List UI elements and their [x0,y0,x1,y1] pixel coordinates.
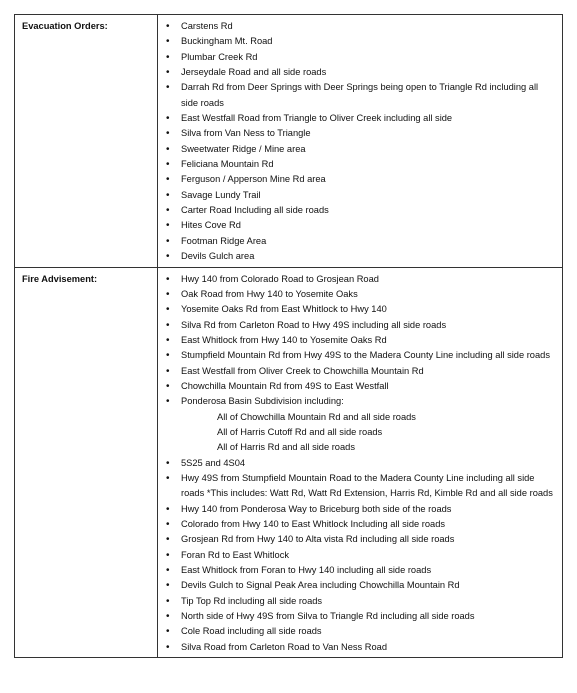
list-item [158,609,556,624]
list-item [158,594,556,609]
list-item [158,50,556,65]
list-item-text: Devils Gulch to Signal Peak Area including Chowchilla Mountain Rd [181,580,460,591]
list-item-text: Colorado from Hwy 140 to East Whitlock Including all side roads [181,519,446,529]
list-item [158,348,556,363]
list-item [158,624,556,639]
list-item-text: Hwy 140 from Colorado Road to Grosjean Road [181,273,379,284]
list-item [158,471,556,502]
list-item [158,157,556,172]
bullet-icon: • [166,503,170,515]
bullet-icon: • [166,21,170,32]
list-item [158,532,556,547]
list-item-text: Jerseydale Road and all side roads [181,67,327,78]
evacuation-orders-list-cell [158,15,563,268]
list-item-text: Footman Ridge Area [181,235,267,246]
list-item-text: Feliciana Mountain Rd [181,159,274,170]
bullet-icon: • [166,396,170,408]
bullet-icon: • [166,159,170,171]
fire-advisement-label-cell [15,267,158,658]
list-item-text: Grosjean Rd from Hwy 140 to Alta vista Rd including all side roads [181,534,455,545]
list-item [158,19,556,34]
fire-advisement-row [15,267,563,658]
bullet-icon: • [166,205,170,217]
bullet-icon: • [166,319,170,331]
evacuation-orders-label-cell [15,15,158,268]
bullet-icon: • [166,534,170,546]
list-item-text: Foran Rd to East Whitlock [181,549,289,560]
list-item-text: East Whitlock from Hwy 140 to Yosemite Oaks Rd [181,334,387,345]
list-item-text: Hwy 49S from Stumpfield Mountain Road to the Madera County Line including all side roads *This includes: Watt Rd, Watt Rd Extension, Harris Rd, Kimble Rd and all side roads [181,472,553,499]
list-item-text: Silva Rd from Carleton Road to Hwy 49S including all side roads [181,319,447,330]
list-item [158,65,556,80]
bullet-icon: • [166,67,170,79]
bullet-icon: • [166,113,170,125]
list-item-text: Silva Road from Carleton Road to Van Ness Road [181,641,388,652]
bullet-icon: • [166,549,170,561]
fire-advisement-label: Fire Advisement: [22,273,98,284]
list-item-text: Devils Gulch area [181,251,255,262]
list-item [158,249,556,264]
bullet-icon: • [166,304,170,316]
list-item [158,126,556,141]
bullet-icon: • [166,565,170,577]
list-item-text: Hwy 140 from Ponderosa Way to Briceburg both side of the roads [181,503,452,514]
sub-item: All of Harris Cutoff Rd and all side roads [217,426,383,437]
list-item-text: Plumbar Creek Rd [181,51,258,62]
bullet-icon: • [166,595,170,607]
evacuation-orders-row [15,15,563,268]
list-item [158,203,556,218]
list-item [158,548,556,563]
bullet-icon: • [166,380,170,392]
list-item [158,111,556,126]
list-item-text: Chowchilla Mountain Rd from 49S to East Westfall [181,380,389,391]
list-item-text: East Westfall Road from Triangle to Oliver Creek including all side [181,113,453,124]
bullet-icon: • [166,36,170,48]
list-item [158,188,556,203]
list-item [158,364,556,379]
bullet-icon: • [166,143,170,155]
list-item [158,379,556,394]
bullet-icon: • [166,641,170,653]
sub-item: All of Chowchilla Mountain Rd and all side roads [217,411,416,422]
list-item-text: Carstens Rd [181,21,233,31]
bullet-icon: • [166,626,170,638]
list-item [158,172,556,187]
list-item-text: 5S25 and 4S04 [181,457,246,468]
list-item [158,34,556,49]
list-item [158,640,556,655]
list-item [158,456,556,471]
bullet-icon: • [166,128,170,140]
bullet-icon: • [166,189,170,201]
list-item [158,80,556,111]
fire-advisement-list [158,268,562,658]
list-item-text: Carter Road Including all side roads [181,205,329,216]
list-item-text: Buckingham Mt. Road [181,36,273,47]
bullet-icon: • [166,519,170,530]
list-item-text: East Whitlock from Foran to Hwy 140 including all side roads [181,565,432,576]
list-item-text: North side of Hwy 49S from Silva to Triangle Rd including all side roads [181,611,475,622]
bullet-icon: • [166,580,170,592]
list-item-text: Sweetwater Ridge / Mine area [181,143,306,154]
list-item-text: Stumpfield Mountain Rd from Hwy 49S to the Madera County Line including all side roads [181,350,550,361]
bullet-icon: • [166,457,170,469]
list-item-text: Savage Lundy Trail [181,189,261,200]
list-item-text: Tip Top Rd including all side roads [181,595,323,606]
fire-advisement-list-cell [158,267,563,658]
list-item [158,234,556,249]
list-item [158,563,556,578]
list-item [158,287,556,302]
list-item [158,272,556,287]
list-item-text: Oak Road from Hwy 140 to Yosemite Oaks [181,288,358,299]
bullet-icon: • [166,82,170,94]
bullet-icon: • [166,350,170,362]
list-item-text: Silva from Van Ness to Triangle [181,128,311,139]
list-item-text: Cole Road including all side roads [181,626,322,637]
list-item-text: Darrah Rd from Deer Springs with Deer Springs being open to Triangle Rd including all side roads [181,82,539,108]
list-item [158,578,556,593]
list-item-ponderosa [158,394,556,455]
list-item-text: Hites Cove Rd [181,220,241,231]
list-item [158,502,556,517]
list-item [158,333,556,348]
list-item [158,517,556,532]
bullet-icon: • [166,51,170,63]
document [14,14,563,658]
list-item [158,142,556,157]
bullet-icon: • [166,472,170,484]
bullet-icon: • [166,174,170,186]
bullet-icon: • [166,220,170,232]
bullet-icon: • [166,288,170,300]
bullet-icon: • [166,334,170,346]
list-item [158,318,556,333]
sub-item: All of Harris Rd and all side roads [217,442,355,453]
list-item [158,302,556,317]
list-item-text: Yosemite Oaks Rd from East Whitlock to Hwy 140 [181,304,387,315]
bullet-icon: • [166,365,170,377]
evacuation-orders-list [158,15,562,267]
orders-table [14,14,563,658]
bullet-icon: • [166,235,170,247]
bullet-icon: • [166,611,170,623]
list-item-text: East Westfall from Oliver Creek to Chowchilla Mountain Rd [181,365,424,376]
evacuation-orders-label: Evacuation Orders: [22,21,108,31]
list-item-text: Ferguson / Apperson Mine Rd area [181,174,326,185]
bullet-icon: • [166,251,170,263]
list-item-text: Ponderosa Basin Subdivision including: [181,396,344,407]
list-item [158,218,556,233]
bullet-icon: • [166,273,170,285]
